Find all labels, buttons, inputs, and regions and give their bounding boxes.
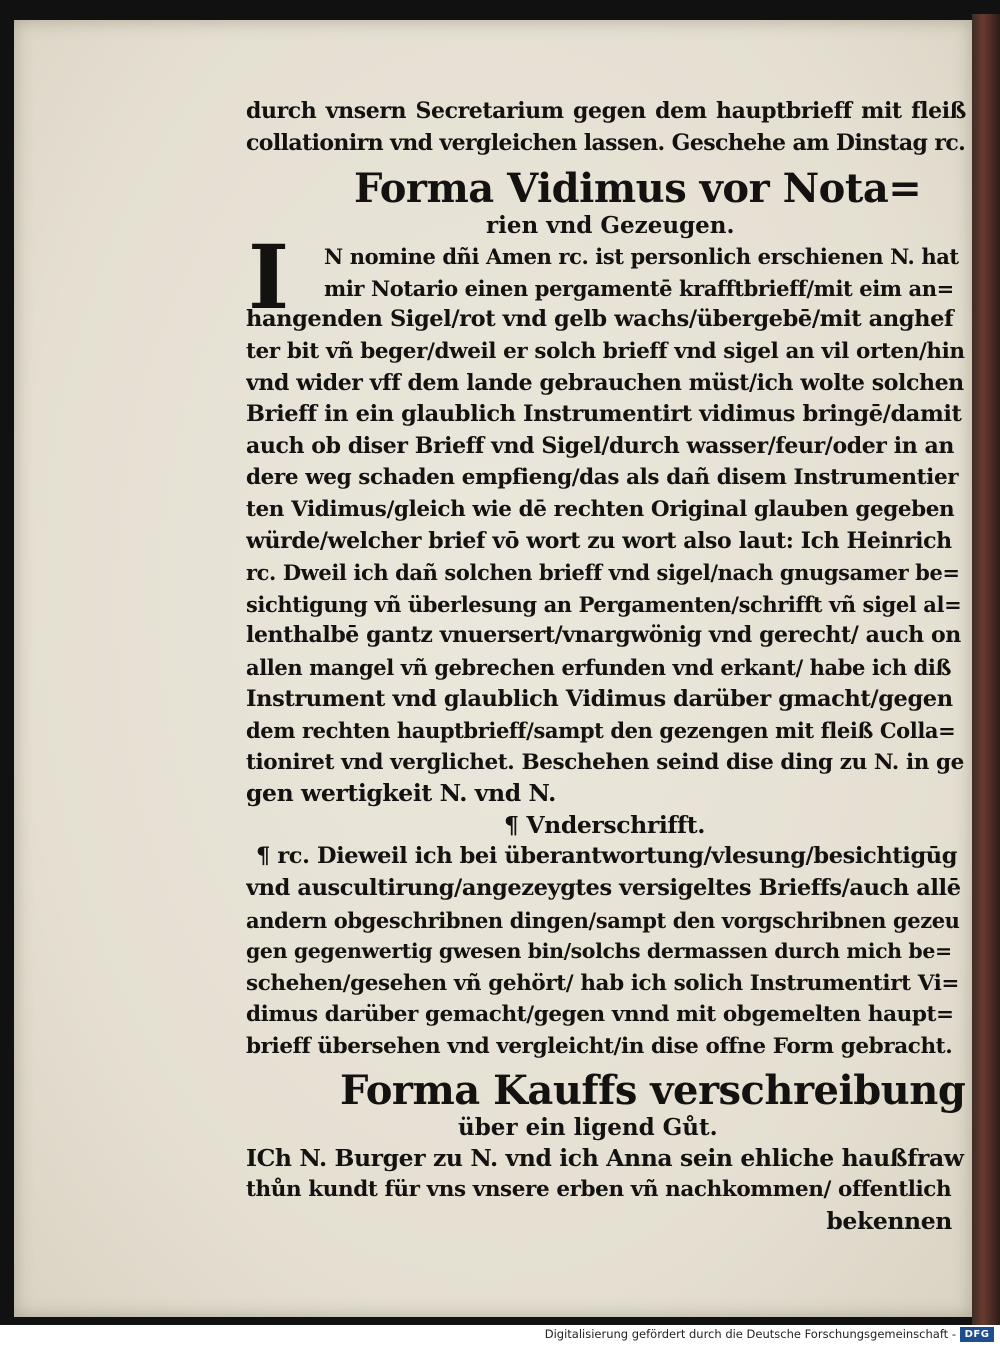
section-subheading: rien vnd Gezeugen.: [486, 212, 735, 240]
page-text-block: [246, 96, 966, 1237]
drop-cap-initial: I: [248, 225, 290, 330]
text-line: ICh N. Burger zu N. vnd ich Anna sein ehliche haußfraw: [246, 1143, 964, 1172]
text-line: würde/welcher brief vō wort zu wort also laut: Ich Heinrich: [246, 527, 952, 554]
text-line: thůn kundt für vns vnsere erben vñ nachkommen/ offentlich: [246, 1177, 952, 1203]
text-line: hangenden Sigel/rot vnd gelb wachs/übergebē/mit anghef: [246, 306, 954, 333]
text-line: ten Vidimus/gleich wie dē rechten Original glauben gegeben: [246, 496, 955, 522]
text-line: collationirn vnd vergleichen lassen. Geschehe am Dinstag rc.: [246, 129, 966, 156]
text-line: gen wertigkeit N. vnd N.: [246, 779, 556, 808]
section-heading: Forma Vidimus vor Nota=: [354, 165, 922, 213]
text-line: dimus darüber gemacht/gegen vnnd mit obgemelten haupt=: [246, 1002, 954, 1028]
book-binding-edge: [972, 14, 1000, 1325]
text-line: vnd auscultirung/angezeygtes versigeltes Brieffs/auch allē: [246, 875, 961, 902]
text-line: mir Notario einen pergamentē krafftbrieff/mit eim an=: [324, 275, 954, 301]
text-line: sichtigung vñ überlesung an Pergamenten/schrifft vñ sigel al=: [246, 591, 962, 617]
text-line: allen mangel vñ gebrechen erfunden vnd erkant/ habe ich diß: [246, 654, 952, 680]
body-paragraph-2: [246, 841, 966, 1062]
text-line: Brieff in ein glaublich Instrumentirt vidimus bringē/damit: [246, 401, 962, 428]
dfg-logo-icon[interactable]: DFG: [960, 1327, 994, 1342]
text-line: dere weg schaden empfieng/das als dañ disem Instrumentier: [246, 465, 959, 491]
text-line: lenthalbē gantz vnuersert/vnargwönig vnd gerecht/ auch on: [246, 622, 961, 649]
text-line: rc. Dweil ich dañ solchen brieff vnd sigel/nach gnugsamer be=: [246, 560, 960, 586]
footer-bar: [0, 1325, 1000, 1345]
funding-credit: Digitalisierung gefördert durch die Deutsche Forschungsgemeinschaft -: [544, 1327, 956, 1341]
text-line: N nomine dñi Amen rc. ist personlich erschienen N. hat: [324, 244, 959, 270]
text-line: Instrument vnd glaublich Vidimus darüber gmacht/gegen: [246, 685, 953, 712]
text-line: andern obgeschribnen dingen/sampt den vorgschribnen gezeu: [246, 907, 960, 933]
text-line: tioniret vnd verglichet. Beschehen seind dise ding zu N. in ge: [246, 749, 964, 775]
text-line: vnd wider vff dem lande gebrauchen müst/ich wolte solchen: [246, 369, 964, 396]
text-line: dem rechten hauptbrieff/sampt den gezengen mit fleiß Colla=: [246, 718, 956, 744]
text-line: auch ob diser Brieff vnd Sigel/durch wasser/feur/oder in an: [246, 432, 955, 459]
text-line: gen gegenwertig gwesen bin/solchs dermassen durch mich be=: [246, 939, 952, 964]
section-heading: Forma Kauffs verschreibung: [340, 1066, 966, 1114]
body-paragraph-3: [246, 1143, 966, 1206]
section-subheading: über ein ligend Gůt.: [458, 1113, 718, 1141]
text-line: schehen/gesehen vñ gehört/ hab ich solich Instrumentirt Vi=: [246, 970, 960, 996]
text-line: durch vnsern Secretarium gegen dem hauptbrieff mit fleiß: [246, 98, 966, 124]
catchword: bekennen: [826, 1206, 952, 1235]
text-line: ter bit vñ beger/dweil er solch brieff vnd sigel an vil orten/hin: [246, 338, 965, 364]
subsection-title: ¶ Vnderschrifft.: [504, 810, 706, 839]
text-line: brieff übersehen vnd vergleicht/in dise offne Form gebracht.: [246, 1034, 953, 1060]
text-line: ¶ rc. Dieweil ich bei überantwortung/vlesung/besichtigūg: [256, 843, 958, 870]
